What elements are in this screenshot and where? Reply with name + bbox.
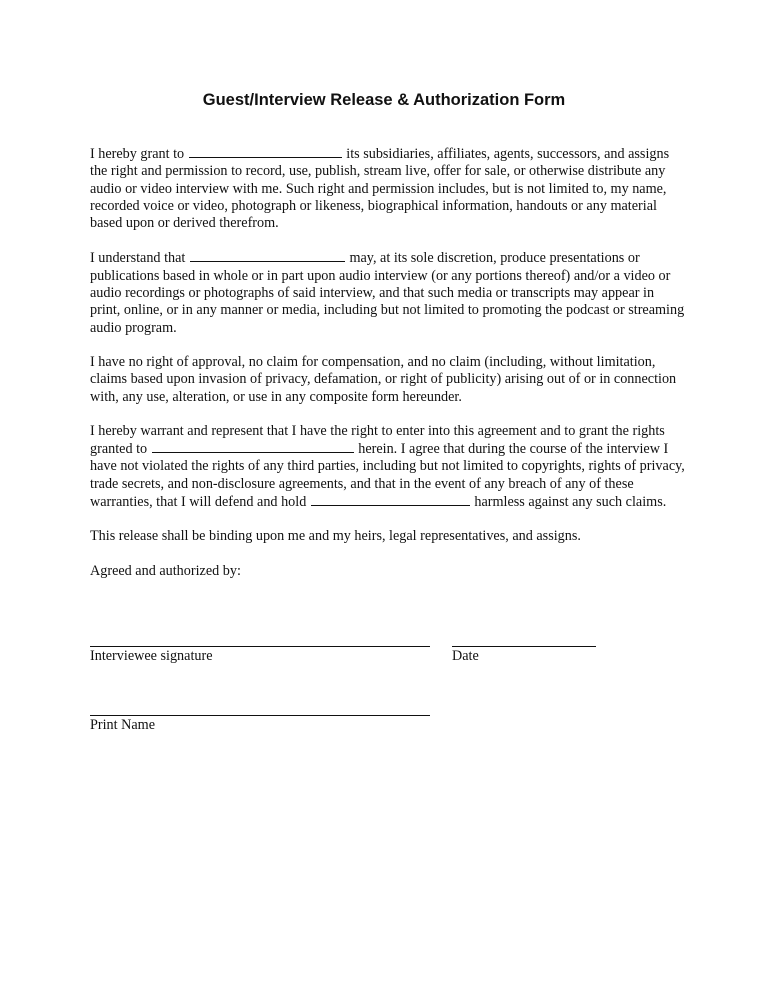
understanding-paragraph — [90, 249, 686, 336]
form-title: Guest/Interview Release & Authorization Form — [202, 91, 566, 109]
understanding-text-before: I understand that — [90, 250, 186, 267]
indemnitee-blank[interactable] — [311, 493, 470, 506]
understanding-text-after: may, at its sole discretion, produce presentations or publications based in whole or in part upon audio interview (or any portions thereof) and/or a video or audio recordings or photographs of said interview, and that such media or transcripts may appear in print, online, or in any manner or media, including but not limited to promoting the podcast or streaming audio program. — [90, 250, 685, 336]
signature-label: Interviewee signature — [90, 648, 213, 664]
no-approval-paragraph: I have no right of approval, no claim for compensation, and no claim (including, without limitation, claims based upon invasion of privacy, defamation, or right of publicity) arising out of or in connection with, any use, alteration, or use in any composite form hereunder. — [90, 353, 677, 405]
print-name-label: Print Name — [90, 717, 156, 733]
warranty-text-middle: herein. I agree that during the course of the interview I have not violated the rights of any third parties, including but not limited to copyrights, rights of privacy, trade secrets, and non-disclosure agreements, and that in the event of any breach of any of these warranties, that I will defend and hold — [90, 441, 685, 511]
date-label: Date — [452, 648, 479, 664]
grantee-blank[interactable] — [189, 145, 342, 158]
warranty-paragraph — [90, 423, 686, 511]
agreed-by-text: Agreed and authorized by: — [90, 562, 241, 579]
grant-text-before: I hereby grant to — [90, 146, 185, 162]
date-line[interactable] — [452, 646, 596, 647]
warranty-text-before: I hereby warrant and represent that I have the right to enter into this agreement and to grant the rights granted to — [90, 422, 665, 458]
signature-line[interactable] — [90, 646, 430, 647]
grant-text-after: its subsidiaries, affiliates, agents, successors, and assigns the right and permission to record, use, publish, stream live, offer for sale, or otherwise distribute any audio or video interview with me. Such right and permission includes, but is not limited to, my name, recorded voice or video, photograph or likeness, biographical information, handouts or any material based upon or derived therefrom. — [90, 146, 670, 232]
binding-paragraph: This release shall be binding upon me and my heirs, legal representatives, and assigns. — [90, 528, 581, 545]
print-name-line[interactable] — [90, 715, 430, 716]
rights-grantee-blank[interactable] — [152, 440, 354, 453]
form-body — [90, 145, 686, 597]
grant-paragraph — [90, 145, 686, 232]
producer-blank[interactable] — [190, 249, 345, 262]
warranty-text-after: harmless against any such claims. — [474, 494, 667, 511]
